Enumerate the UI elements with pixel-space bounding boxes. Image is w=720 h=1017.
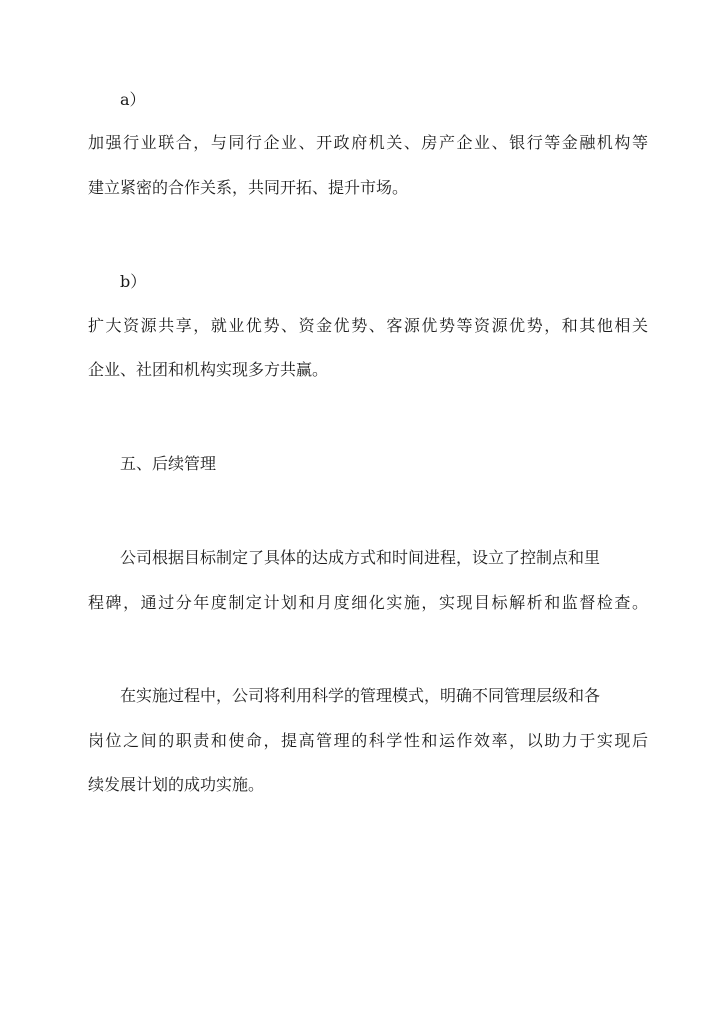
- section-heading: 五、后续管理: [120, 454, 217, 473]
- item-b-line-1: 扩大资源共享，就业优势、资金优势、客源优势等资源优势，和其他相关: [88, 316, 648, 335]
- item-b-marker: b）: [120, 272, 147, 291]
- paragraph-1-line-1: 公司根据目标制定了具体的达成方式和时间进程，设立了控制点和里: [120, 548, 601, 567]
- item-a-line-2: 建立紧密的合作关系，共同开拓、提升市场。: [88, 178, 409, 197]
- paragraph-2-line-3: 续发展计划的成功实施。: [88, 775, 265, 794]
- item-a-line-1: 加强行业联合，与同行企业、开政府机关、房产企业、银行等金融机构等: [88, 133, 648, 152]
- item-a-marker: a）: [120, 90, 146, 109]
- paragraph-2-line-2: 岗位之间的职责和使命，提高管理的科学性和运作效率，以助力于实现后: [88, 731, 648, 750]
- paragraph-2-line-1: 在实施过程中，公司将利用科学的管理模式，明确不同管理层级和各: [120, 686, 601, 705]
- item-b-line-2: 企业、社团和机构实现多方共赢。: [88, 360, 329, 379]
- paragraph-1-line-2: 程碑，通过分年度制定计划和月度细化实施，实现目标解析和监督检查。: [88, 593, 648, 612]
